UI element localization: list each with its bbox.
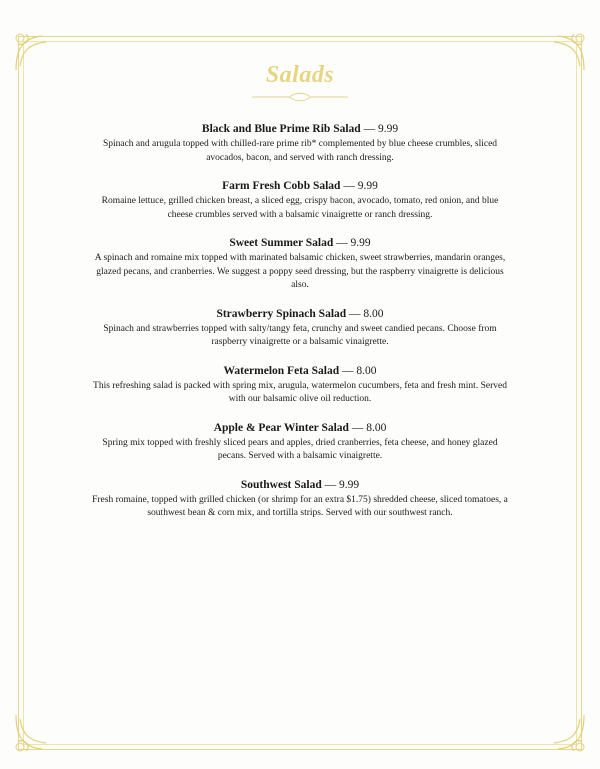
menu-item-description: Romaine lettuce, grilled chicken breast, a sliced egg, crispy bacon, avocado, tomato, red onion, and blue cheese crumbles served with a balsamic vinaigrette or ranch dressing. xyxy=(101,196,499,220)
corner-flourish-icon xyxy=(544,711,588,755)
menu-item-description: Spinach and arugula topped with chilled-rare prime rib* complemented by blue cheese crumbles, sliced avocados, bacon, and served with ranch dressing. xyxy=(102,139,498,163)
menu-item-name: Apple & Pear Winter Salad xyxy=(213,421,349,434)
menu-item xyxy=(92,478,508,521)
price-separator: — xyxy=(348,421,367,434)
menu-item-heading xyxy=(92,364,508,379)
title-divider-icon xyxy=(250,92,350,102)
menu-item-heading xyxy=(92,478,508,493)
menu-item xyxy=(92,236,508,293)
menu-item-name: Watermelon Feta Salad xyxy=(223,364,340,377)
menu-item-price: 9.99 xyxy=(338,478,360,491)
menu-item-name: Sweet Summer Salad xyxy=(229,237,334,249)
menu-item-price: 9.99 xyxy=(377,123,399,135)
menu-item-name: Southwest Salad xyxy=(240,478,322,491)
menu-item-description: A spinach and romaine mix topped with marinated balsamic chicken, sweet strawberries, mandarin oranges, glazed pecans, and cranberries. We suggest a poppy seed dressing, but the raspberry vinaigrette is delicious also. xyxy=(94,253,506,290)
menu-title: Salads xyxy=(265,62,335,88)
menu-item-heading xyxy=(92,179,508,194)
menu-item-description: This refreshing salad is packed with spring mix, arugula, watermelon cucumbers, feta and fresh mint. Served with our balsamic olive oil reduction. xyxy=(93,380,507,404)
salad-menu-list xyxy=(92,122,508,535)
menu-item xyxy=(92,179,508,222)
menu-item-price: 8.00 xyxy=(366,421,387,434)
menu-item-heading xyxy=(92,122,508,137)
menu-item-price: 9.99 xyxy=(357,180,378,192)
menu-item-name: Black and Blue Prime Rib Salad xyxy=(201,123,361,135)
price-separator: — xyxy=(346,307,364,320)
menu-item-heading xyxy=(92,421,508,436)
menu-item xyxy=(92,364,508,407)
menu-item-price: 8.00 xyxy=(356,364,377,377)
menu-item-description: Fresh romaine, topped with grilled chicken (or shrimp for an extra $1.75) shredded cheese, sliced tomatoes, a southwest bean & corn mix, and tortilla strips. Served with our southwest ranch. xyxy=(92,494,508,518)
menu-item-description: Spinach and strawberries topped with salty/tangy feta, crunchy and sweet candied pecans. Choose from raspberry vinaigrette or a balsamic vinaigrette. xyxy=(103,323,497,347)
menu-item xyxy=(92,307,508,350)
menu-item-price: 9.99 xyxy=(350,237,371,249)
menu-item xyxy=(92,421,508,464)
price-separator: — xyxy=(321,478,339,491)
price-separator: — xyxy=(333,237,351,249)
price-separator: — xyxy=(339,364,357,377)
price-separator: — xyxy=(340,180,358,192)
menu-item-heading xyxy=(92,307,508,322)
menu-item-heading xyxy=(92,236,508,251)
price-separator: — xyxy=(360,123,378,135)
corner-flourish-icon xyxy=(12,711,56,755)
menu-item-description: Spring mix topped with freshly sliced pears and apples, dried cranberries, feta cheese, and honey glazed pecans. Served with a balsamic vinaigrette. xyxy=(102,437,498,461)
menu-item xyxy=(92,122,508,165)
menu-item-price: 8.00 xyxy=(363,307,384,320)
menu-item-name: Farm Fresh Cobb Salad xyxy=(222,180,341,192)
menu-item-name: Strawberry Spinach Salad xyxy=(216,307,347,320)
